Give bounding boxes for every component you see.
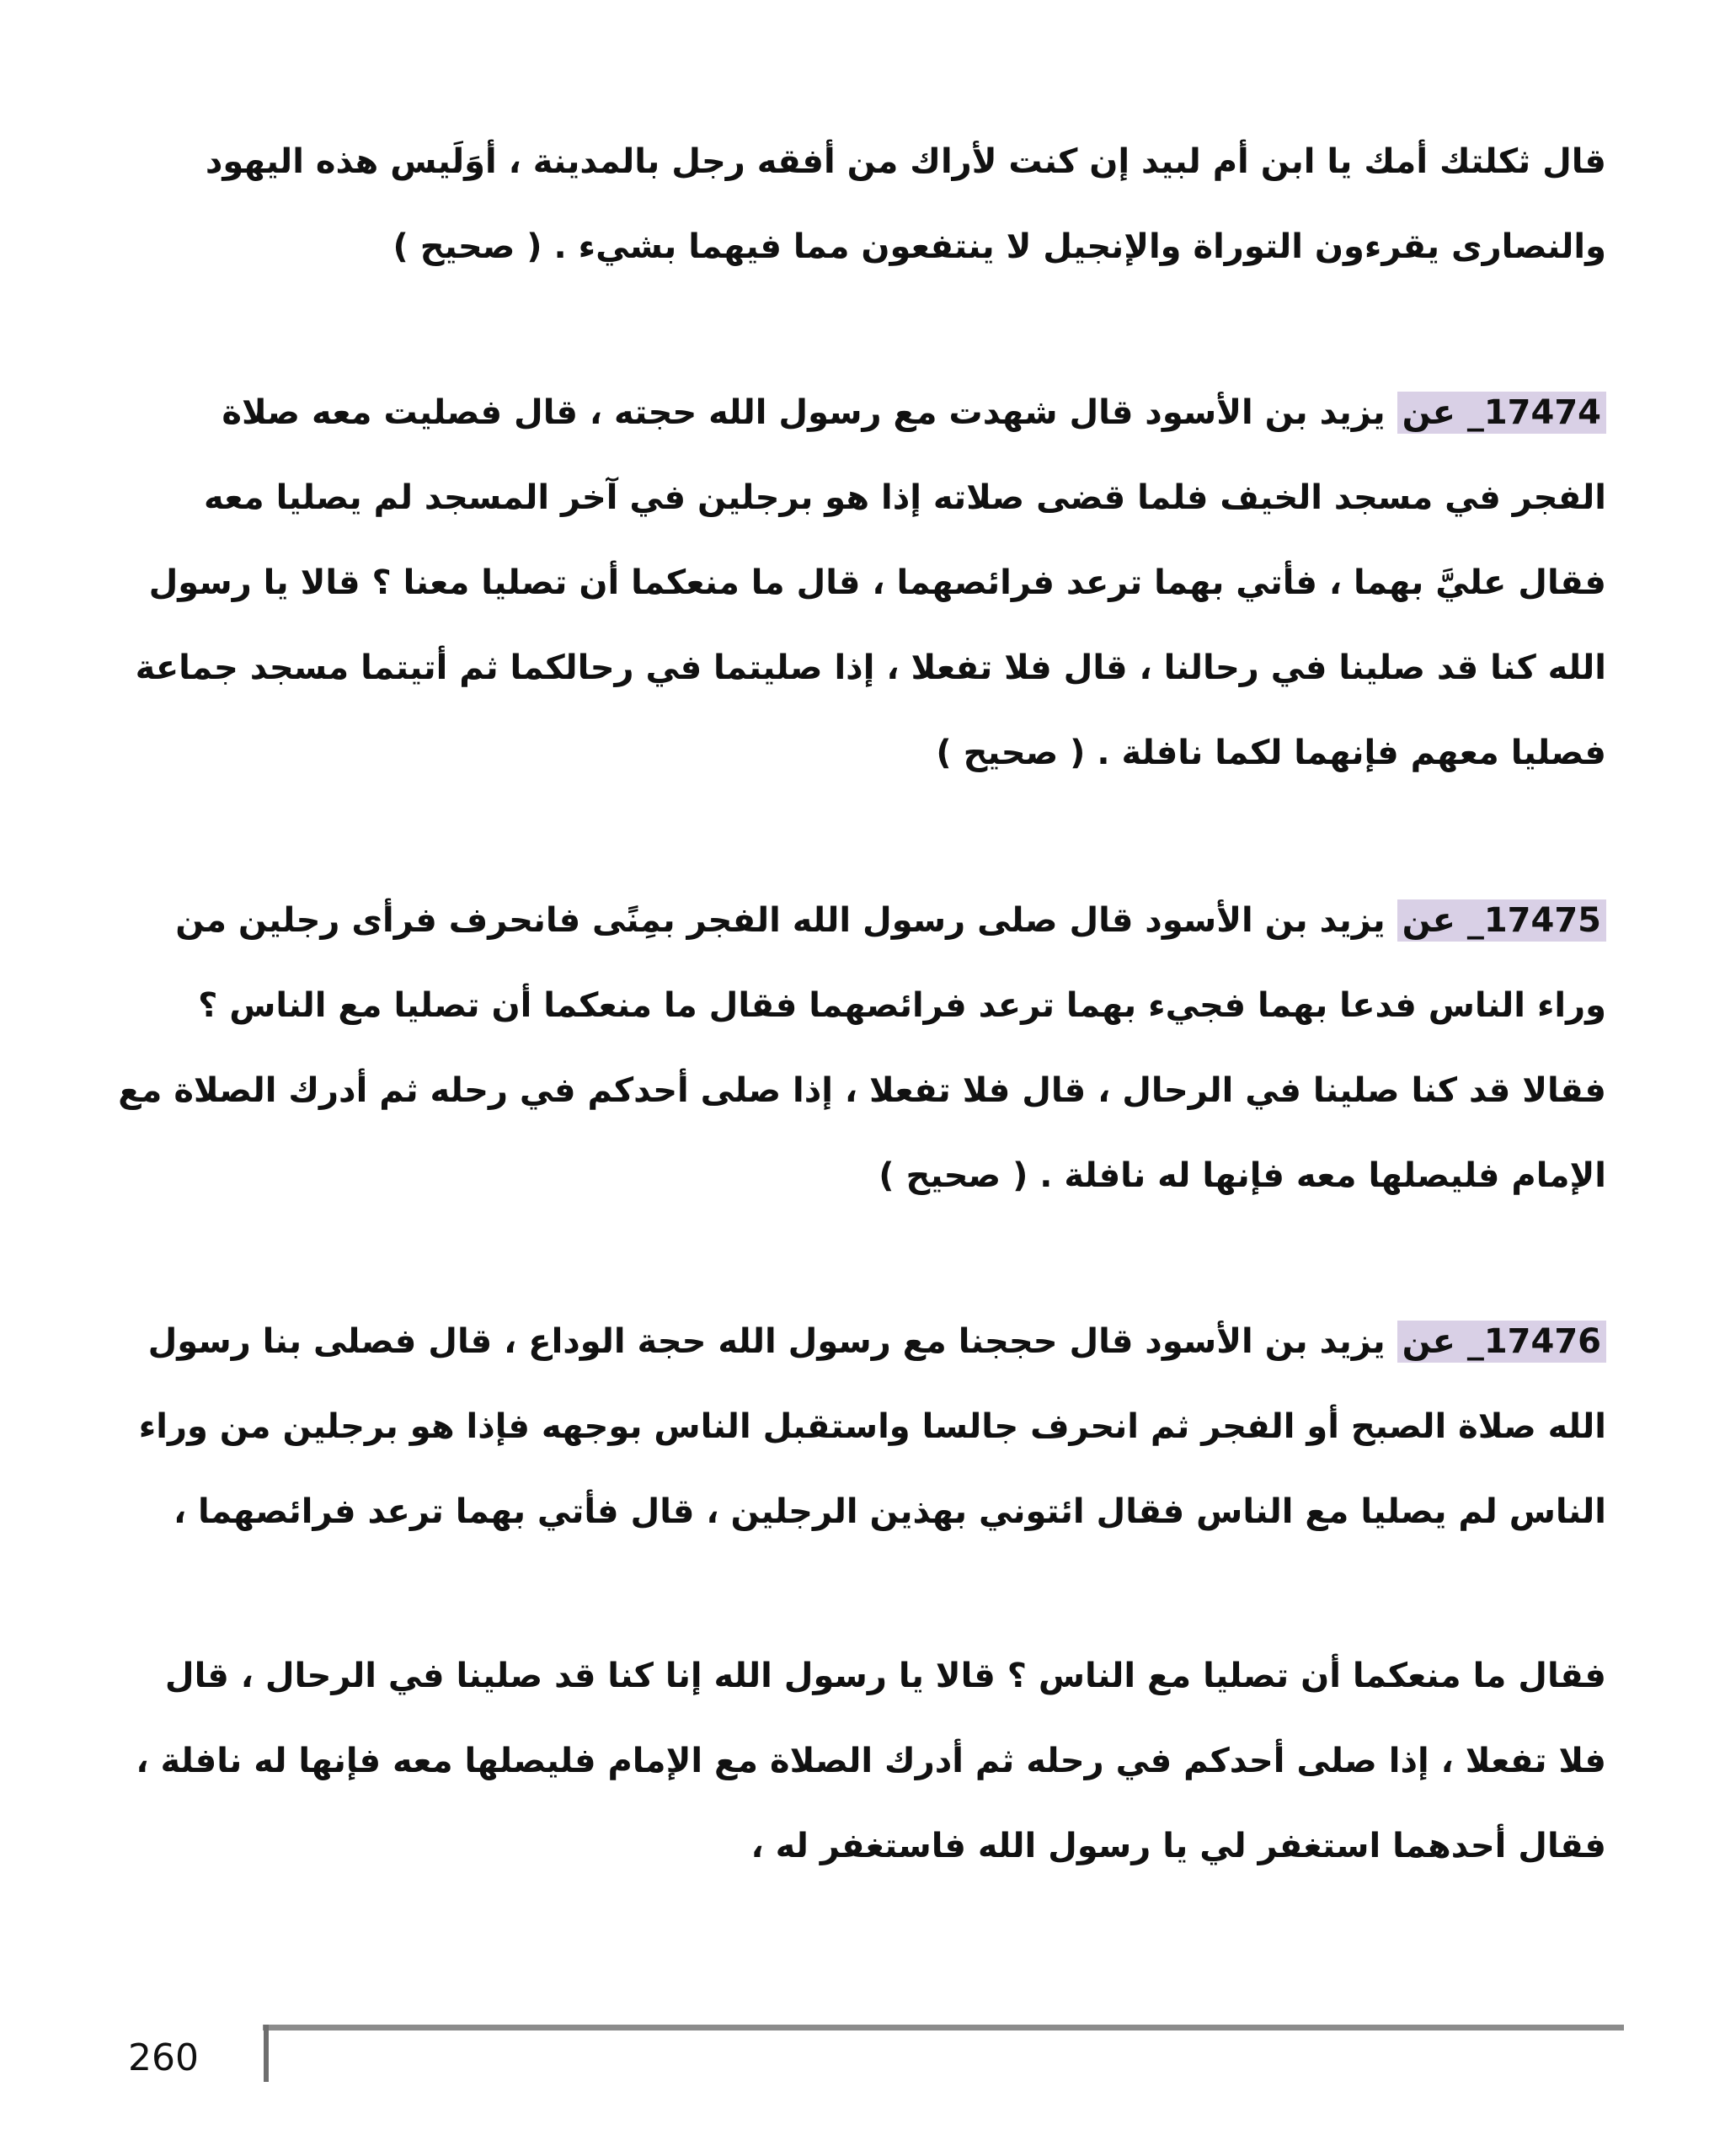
paragraph-text: يزيد بن الأسود قال حججنا مع رسول الله حجة الوداع ، قال فصلى بنا رسول الله صلاة الصبح أو الفجر ثم انحرف جالسا واستقبل الناس بوجهه فإذا هو برجلين من وراء الناس لم يصليا مع الناس فقال ائتوني بهذين الرجلين ، قال فأتي بهما ترعد فرائصهما ، bbox=[138, 1322, 1606, 1531]
hadith-17476 bbox=[117, 1299, 1606, 1555]
hadith-number-highlight: 17475_ عن bbox=[1397, 899, 1606, 942]
hadith-number-highlight: 17476_ عن bbox=[1397, 1321, 1606, 1363]
paragraph-text: يزيد بن الأسود قال شهدت مع رسول الله حجته ، قال فصليت معه صلاة الفجر في مسجد الخيف فلما قضى صلاته إذا هو برجلين في آخر المسجد لم يصليا معه فقال عليَّ بهما ، فأتي بهما ترعد فرائصهما ، قال ما منعكما أن تصليا معنا ؟ قالا يا رسول الله كنا قد صلينا في رحالنا ، قال فلا تفعلا ، إذا صليتما في رحالكما ثم أتيتما مسجد جماعة فصليا معهم فإنهما لكما نافلة . ( صحيح ) bbox=[135, 393, 1606, 772]
paragraph-text: فقال ما منعكما أن تصليا مع الناس ؟ قالا يا رسول الله إنا كنا قد صلينا في الرحال ، قال فلا تفعلا ، إذا صلى أحدكم في رحله ثم أدرك الصلاة مع الإمام فليصلها معه فإنها له نافلة ، فقال أحدهما استغفر لي يا رسول الله فاستغفر له ، bbox=[136, 1657, 1606, 1865]
hadith-17474 bbox=[117, 371, 1606, 796]
page-number: 260 bbox=[128, 2036, 199, 2079]
paragraph-continuation bbox=[117, 120, 1606, 290]
paragraph-continuation-2 bbox=[117, 1634, 1606, 1889]
paragraph-text: يزيد بن الأسود قال صلى رسول الله الفجر بمِنًى فانحرف فرأى رجلين من وراء الناس فدعا بهما فجيء بهما ترعد فرائصهما فقال ما منعكما أن تصليا مع الناس ؟ فقالا قد كنا صلينا في الرحال ، قال فلا تفعلا ، إذا صلى أحدكم في رحله ثم أدرك الصلاة مع الإمام فليصلها معه فإنها له نافلة . ( صحيح ) bbox=[118, 901, 1606, 1195]
footer-divider-tick bbox=[264, 2025, 269, 2082]
hadith-number-highlight: 17474_ عن bbox=[1397, 392, 1606, 434]
hadith-17475 bbox=[117, 878, 1606, 1219]
footer-divider bbox=[263, 2025, 1624, 2031]
paragraph-text: قال ثكلتك أمك يا ابن أم لبيد إن كنت لأراك من أفقه رجل بالمدينة ، أوَلَيس هذه اليهود والنصارى يقرءون التوراة والإنجيل لا ينتفعون مما فيهما بشيء . ( صحيح ) bbox=[205, 142, 1606, 266]
